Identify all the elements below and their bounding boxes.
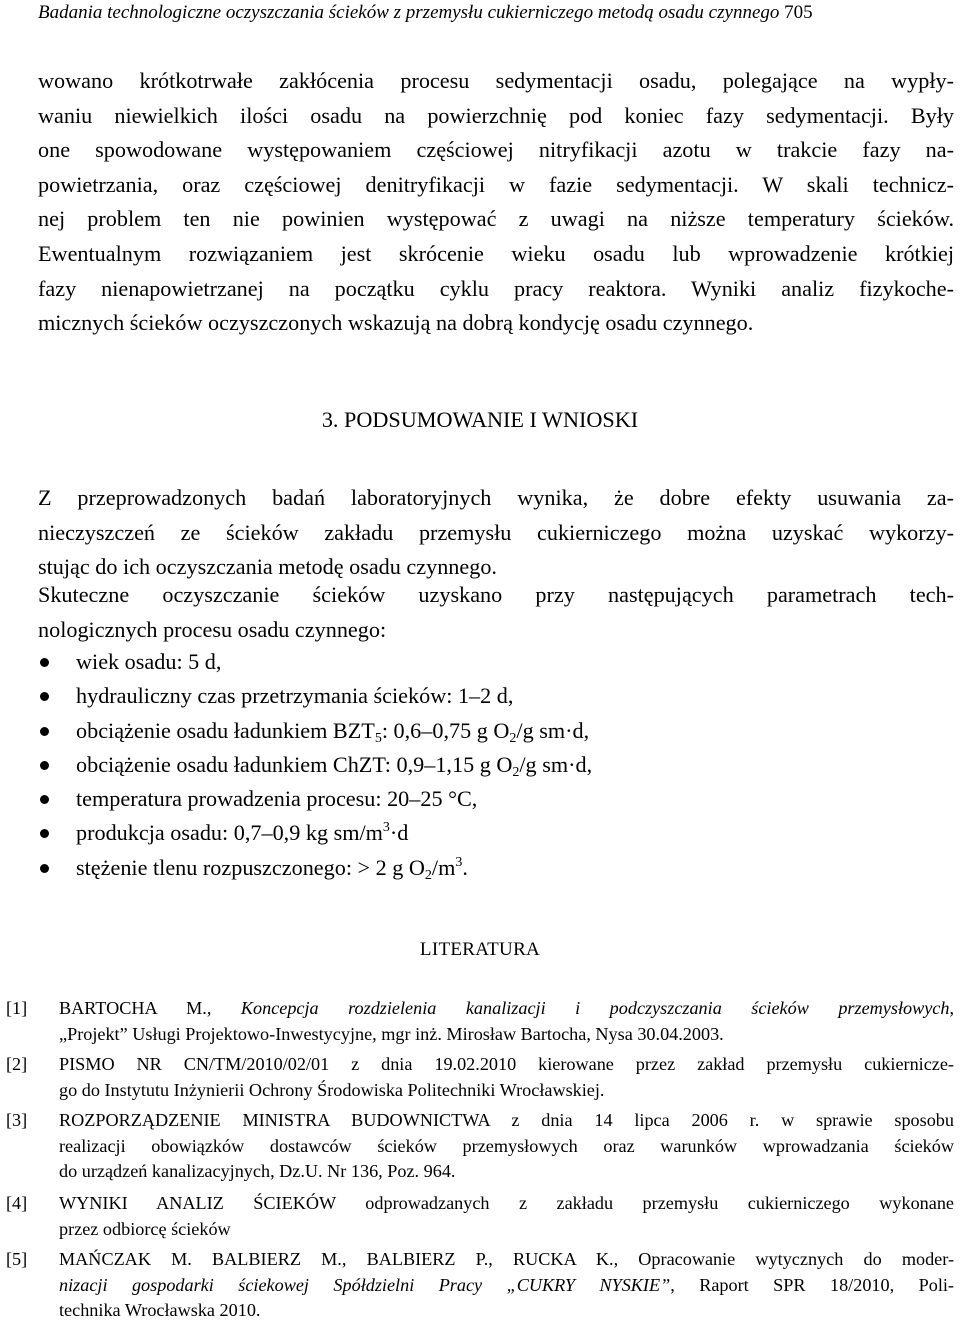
text-line: „Projekt” Usługi Projektowo-Inwestycyjne, mgr inż. Mirosław Bartocha, Nysa 30.04.2003.: [59, 1023, 724, 1044]
reference-number: [5]: [6, 1249, 28, 1269]
text-line: do urządzeń kanalizacyjnych, Dz.U. Nr 136, Poz. 964.: [59, 1161, 456, 1181]
text-line: waniu niewielkich ilości osadu na powierzchnię pod koniec fazy sedymentacji. Były: [38, 102, 954, 128]
reference-title: Koncepcja rozdzielenia kanalizacji i podczyszczania ścieków przemysłowych: [240, 998, 950, 1018]
text-line: [59, 996, 954, 1022]
reference-author: BARTOCHA M.: [59, 998, 207, 1018]
text-line: nej problem ten nie powinien występować z uwagi na niższe temperatury ścieków.: [38, 206, 954, 232]
reference-text: [59, 1052, 954, 1103]
bullet-icon: [40, 658, 49, 667]
subscript: 2: [509, 730, 517, 746]
reference-number: [4]: [6, 1193, 28, 1213]
reference-text: [59, 1108, 954, 1185]
reference-number: [3]: [6, 1110, 28, 1130]
text-fragment: .: [462, 854, 468, 880]
list-item: [38, 714, 954, 748]
reference-number: [1]: [6, 998, 28, 1018]
list-item: [38, 645, 954, 679]
text-fragment: /m: [431, 854, 456, 880]
text-line: fazy nienapowietrzanej na początku cyklu pracy reaktora. Wyniki analiz fizykoche-: [38, 275, 954, 301]
text-line: [59, 1247, 954, 1273]
text-line: przez odbiorcę ścieków: [59, 1218, 231, 1239]
list-item-text: [76, 748, 592, 782]
running-title: Badania technologiczne oczyszczania ścieków z przemysłu cukierniczego metodą osadu czynnego: [38, 2, 780, 23]
parameters-list: [38, 645, 954, 885]
text-fragment: obciążenie osadu ładunkiem ChZT: 0,9–1,15 g O: [76, 751, 513, 777]
list-item-text: [76, 816, 408, 850]
list-item-text: [76, 851, 468, 885]
running-header: [38, 2, 954, 24]
bullet-icon: [40, 692, 49, 701]
text-line: PISMO NR CN/TM/2010/02/01 z dnia 19.02.2010 kierowane przez zakład przemysłu cukiernicze-: [59, 1054, 954, 1074]
bullet-icon: [40, 829, 49, 838]
bullet-icon: [40, 727, 49, 736]
paragraph-conclusions: [38, 481, 954, 585]
reference-author: MAŃCZAK M. BALBIERZ M., BALBIERZ P., RUCKA K.: [59, 1249, 614, 1269]
subscript: 2: [512, 764, 520, 780]
paragraph-results-discussion: [38, 64, 954, 341]
list-item: [38, 782, 954, 816]
list-item-text: [76, 714, 589, 748]
text-line: one spowodowane występowaniem częściowej nitryfikacji azotu w trakcie fazy na-: [38, 137, 954, 163]
text-fragment: ·d: [389, 820, 409, 846]
separator: ,: [206, 998, 241, 1018]
superscript: 3: [455, 854, 463, 870]
text-line: ROZPORZĄDZENIE MINISTRA BUDOWNICTWA z dnia 14 lipca 2006 r. w sprawie sposobu: [59, 1110, 954, 1130]
list-item: [38, 748, 954, 782]
text-line: nologicznych procesu osadu czynnego:: [38, 616, 387, 642]
section-heading: 3. PODSUMOWANIE I WNIOSKI: [321, 407, 639, 432]
text-line: Z przeprowadzonych badań laboratoryjnych wynika, że dobre efekty usuwania za-: [38, 485, 954, 510]
text-fragment: , Raport SPR 18/2010, Poli-: [670, 1274, 954, 1295]
paragraph-parameters-intro: [38, 578, 954, 647]
text-line: [59, 1273, 954, 1299]
separator: ,: [613, 1249, 639, 1269]
text-line: technika Wrocławska 2010.: [59, 1300, 261, 1320]
reference-text: [59, 996, 954, 1047]
text-line: micznych ścieków oczyszczonych wskazują na dobrą kondycję osadu czynnego.: [38, 310, 754, 336]
list-item-text: temperatura prowadzenia procesu: 20–25 °C,: [76, 786, 478, 812]
text-line: nieczyszczeń ze ścieków zakładu przemysłu cukierniczego można uzyskać wykorzy-: [38, 519, 954, 545]
text-line: stując do ich oczyszczania metodę osadu czynnego.: [38, 554, 497, 580]
subscript: 2: [424, 867, 432, 883]
text-line: Ewentualnym rozwiązaniem jest skrócenie wieku osadu lub wprowadzenie krótkiej: [38, 240, 954, 266]
reference-title: nizacji gospodarki ściekowej Spółdzielni Pracy „CUKRY NYSKIE”: [59, 1274, 671, 1295]
bullet-icon: [40, 795, 49, 804]
reference-text: [59, 1191, 954, 1242]
page-number: 705: [784, 2, 813, 23]
reference-text: [59, 1247, 954, 1324]
list-item: [38, 816, 954, 850]
text-line: realizacji obowiązków dostawców ścieków przemysłowych oraz warunków wprowadzania ścieków: [59, 1135, 954, 1156]
bullet-icon: [40, 761, 49, 770]
text-fragment: obciążenie osadu ładunkiem BZT: [76, 717, 375, 743]
list-item: [38, 851, 954, 885]
subscript: 5: [374, 730, 382, 746]
list-item-text: wiek osadu: 5 d,: [76, 649, 222, 674]
list-item: [38, 679, 954, 713]
text-line: Skuteczne oczyszczanie ścieków uzyskano przy następujących parametrach tech-: [38, 582, 954, 607]
text-fragment: produkcja osadu: 0,7–0,9 kg sm/m: [76, 820, 383, 846]
text-line: WYNIKI ANALIZ ŚCIEKÓW odprowadzanych z zakładu przemysłu cukierniczego wykonane: [59, 1193, 954, 1213]
literature-heading: LITERATURA: [419, 939, 541, 960]
superscript: 3: [382, 820, 390, 836]
reference-number: [2]: [6, 1054, 28, 1074]
text-line: powietrzania, oraz częściowej denitryfikacji w fazie sedymentacji. W skali technicz-: [38, 171, 954, 197]
text-fragment: : 0,6–0,75 g O: [381, 717, 510, 743]
bullet-icon: [40, 864, 49, 873]
text-fragment: /g sm·d,: [516, 717, 590, 743]
text-line: go do Instytutu Inżynierii Ochrony Środowiska Politechniki Wrocławskiej.: [59, 1079, 605, 1100]
list-item-text: hydrauliczny czas przetrzymania ścieków: 1–2 d,: [76, 683, 514, 709]
reference-title: Opracowanie wytycznych do moder-: [638, 1249, 955, 1269]
text-fragment: /g sm·d,: [519, 751, 593, 777]
text-line: wowano krótkotrwałe zakłócenia procesu sedymentacji osadu, polegające na wypły-: [38, 68, 954, 93]
separator: ,: [949, 998, 955, 1018]
text-fragment: stężenie tlenu rozpuszczonego: > 2 g O: [76, 854, 425, 880]
